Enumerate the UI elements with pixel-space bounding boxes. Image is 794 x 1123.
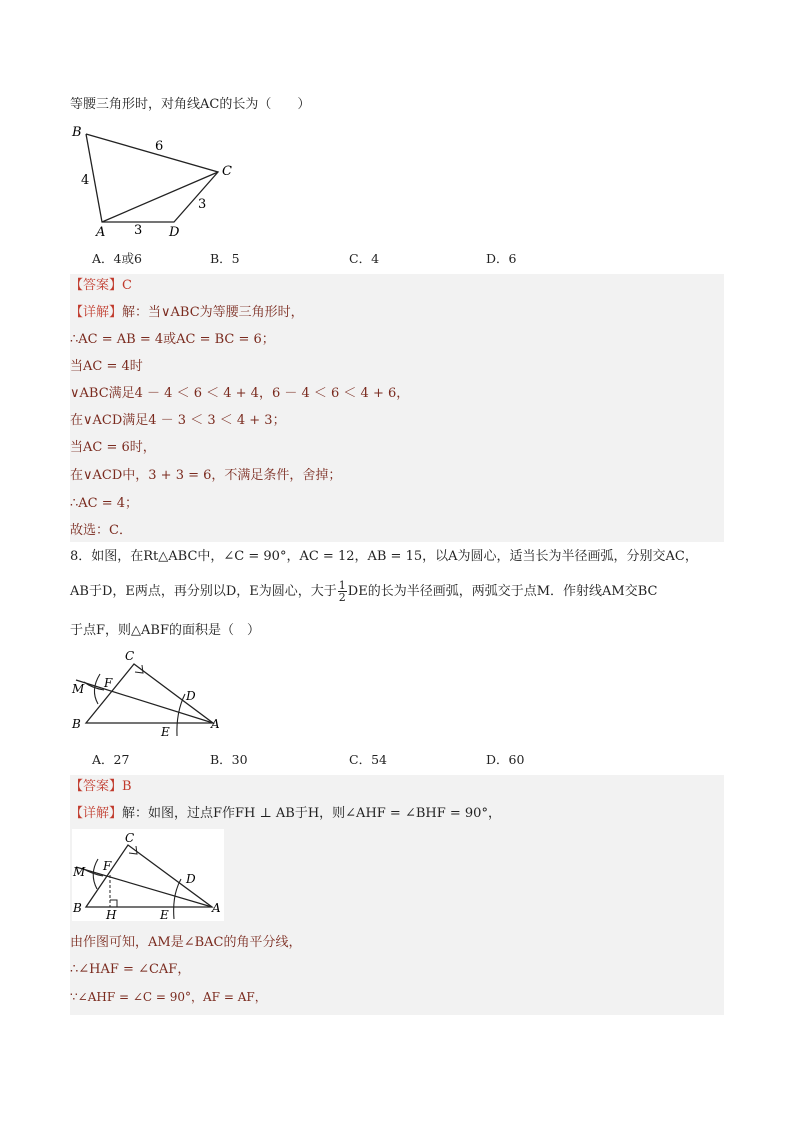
q7-option-a[interactable]: A．4或6 xyxy=(92,251,142,266)
q8-option-b[interactable]: B．30 xyxy=(210,752,248,767)
q8-label-a: A xyxy=(211,717,220,731)
q8-detail-triangle-figure xyxy=(72,829,224,921)
q8-detail-line-2: 由作图可知，AM是∠BAC的角平分线， xyxy=(70,935,302,950)
q7-answer-value: C xyxy=(122,278,132,293)
q7-side-bc: 6 xyxy=(155,139,164,154)
q8-detail-label-f: F xyxy=(103,859,112,873)
q7-side-ad: 3 xyxy=(134,223,143,238)
q8-label-d: D xyxy=(186,689,196,703)
q7-detail-line-6: 当AC = 6时， xyxy=(70,440,156,455)
q8-detail-text-1: 解：如图，过点F作FH ⊥ AB于H，则∠AHF = ∠BHF = 90°， xyxy=(122,806,501,821)
q8-triangle-figure xyxy=(70,646,230,742)
q7-detail-line-3: 当AC = 4时 xyxy=(70,359,143,374)
q8-detail-line-1 xyxy=(70,805,501,823)
q8-label-b: B xyxy=(72,717,81,731)
q7-quadrilateral-figure xyxy=(68,120,243,240)
q8-option-d[interactable]: D．60 xyxy=(486,752,525,767)
q8-detail-label-h: H xyxy=(106,908,117,921)
q8-answer-line xyxy=(70,778,132,796)
q8-detail-label-e: E xyxy=(160,908,169,921)
q8-stem-line-2 xyxy=(70,580,657,603)
q7-option-b[interactable]: B．5 xyxy=(210,251,240,266)
q8-label-f: F xyxy=(104,676,113,690)
q7-detail-text-1: 解：当∨ABC为等腰三角形时， xyxy=(122,305,304,320)
q8-detail-tag: 【详解】 xyxy=(70,806,123,821)
q7-side-ab: 4 xyxy=(81,173,90,188)
q8-fraction xyxy=(338,580,347,603)
q7-detail-line-4: ∨ABC满足4 － 4 ＜ 6 ＜ 4 + 4，6 － 4 ＜ 6 ＜ 4 + 6， xyxy=(70,386,410,401)
q7-label-d: D xyxy=(169,225,180,240)
q8-detail-label-b: B xyxy=(73,901,82,915)
q7-detail-line-5: 在∨ACD满足4 － 3 ＜ 3 ＜ 4 + 3； xyxy=(70,413,286,428)
q8-option-a[interactable]: A．27 xyxy=(92,752,130,767)
q8-stem-line-1: 8．如图，在Rt△ABC中，∠C = 90°，AC = 12，AB = 15，以A为圆心，适当长为半径画弧，分别交AC， xyxy=(70,549,698,564)
q8-detail-line-3: ∴∠HAF = ∠CAF， xyxy=(70,962,191,977)
q8-stem-line-3: 于点F，则△ABF的面积是（ ） xyxy=(70,623,260,638)
q7-option-c[interactable]: C．4 xyxy=(349,251,380,266)
q8-detail-line-4: ∵∠AHF = ∠C = 90°，AF = AF， xyxy=(70,990,267,1004)
q8-fraction-denominator: 2 xyxy=(338,591,346,604)
q7-detail-tag: 【详解】 xyxy=(70,305,123,320)
q7-label-a: A xyxy=(96,225,106,240)
q8-detail-label-a: A xyxy=(212,901,221,915)
q7-detail-line-8: ∴AC = 4； xyxy=(70,496,139,511)
q8-label-m: M xyxy=(72,682,85,696)
q7-option-d[interactable]: D．6 xyxy=(486,251,517,266)
q7-label-c: C xyxy=(222,164,232,179)
q8-stem-line-2-pre: AB于D，E两点，再分别以D，E为圆心，大于 xyxy=(70,584,337,599)
q7-answer-tag: 【答案】 xyxy=(70,278,123,293)
q7-answer-line xyxy=(70,277,132,295)
q7-detail-line-2: ∴AC = AB = 4或AC = BC = 6； xyxy=(70,332,275,347)
q8-option-c[interactable]: C．54 xyxy=(349,752,387,767)
q8-detail-label-m: M xyxy=(73,865,86,879)
q7-detail-line-1 xyxy=(70,304,304,322)
q7-label-b: B xyxy=(72,125,82,140)
q7-stem: 等腰三角形时，对角线AC的长为（ ） xyxy=(70,97,311,112)
q8-label-c: C xyxy=(125,649,135,663)
q8-detail-label-c: C xyxy=(125,831,135,845)
q7-detail-line-7: 在∨ACD中，3 + 3 = 6，不满足条件，舍掉； xyxy=(70,468,342,483)
q8-answer-tag: 【答案】 xyxy=(70,779,123,794)
q7-side-cd: 3 xyxy=(198,197,207,212)
q8-answer-value: B xyxy=(122,779,132,794)
q7-detail-line-9: 故选：C． xyxy=(70,523,132,538)
q8-label-e: E xyxy=(161,725,170,739)
q8-fraction-numerator: 1 xyxy=(338,579,346,592)
q8-stem-line-2-post: DE的长为半径画弧，两弧交于点M．作射线AM交BC xyxy=(347,584,658,599)
q8-detail-label-d: D xyxy=(186,872,196,886)
